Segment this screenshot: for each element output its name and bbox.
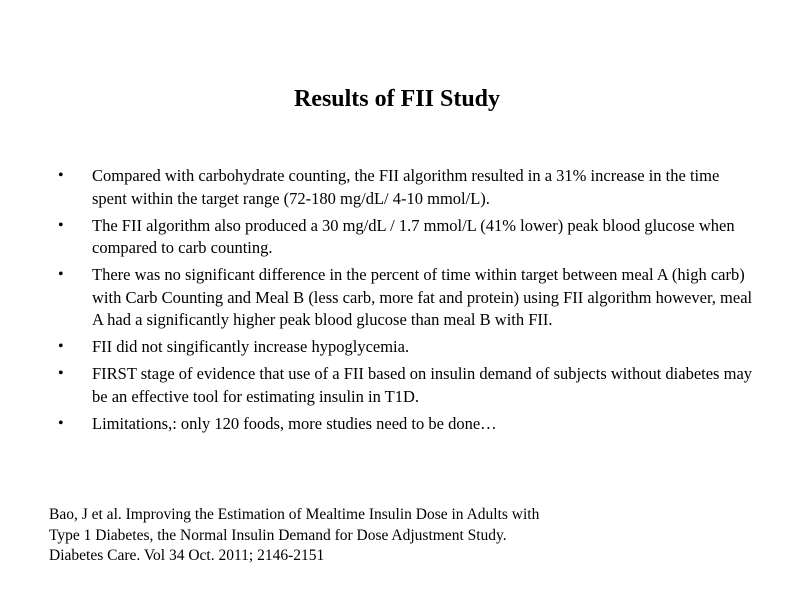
bullet-icon: • (58, 167, 64, 184)
bullet-item (58, 336, 758, 359)
bullet-text: FIRST stage of evidence that use of a FII based on insulin demand of subjects without diabetes may be an effective tool for estimating insulin in T1D. (92, 364, 753, 406)
bullet-text: There was no significant difference in the percent of time within target between meal A (high carb) with Carb Counting and Meal B (less carb, more fat and protein) using FII algorithm however, meal A had a significantly higher peak blood glucose than meal B with FII. (92, 265, 753, 329)
bullet-icon: • (58, 338, 64, 355)
citation-line: Diabetes Care. Vol 34 Oct. 2011; 2146-2151 (49, 547, 325, 564)
bullet-item (58, 165, 758, 210)
bullet-item (58, 363, 758, 408)
citation-line: Bao, J et al. Improving the Estimation of Mealtime Insulin Dose in Adults with (49, 506, 540, 523)
bullet-icon: • (58, 216, 64, 234)
bullet-text: Compared with carbohydrate counting, the FII algorithm resulted in a 31% increase in the time spent within the target range (72-180 mg/dL/ 4-10 mmol/L). (92, 166, 720, 208)
bullet-item (58, 264, 758, 332)
slide-title: Results of FII Study (293, 86, 501, 112)
citation (49, 505, 769, 567)
bullet-icon: • (58, 365, 64, 382)
citation-line: Type 1 Diabetes, the Normal Insulin Demand for Dose Adjustment Study. (49, 526, 507, 544)
bullet-item (58, 215, 758, 260)
bullet-item (58, 413, 758, 436)
bullet-icon: • (58, 414, 64, 432)
bullet-list (58, 165, 758, 440)
bullet-text: The FII algorithm also produced a 30 mg/dL / 1.7 mmol/L (41% lower) peak blood glucose when compared to carb counting. (92, 215, 735, 257)
bullet-text: Limitations,: only 120 foods, more studies need to be done… (92, 413, 497, 433)
bullet-icon: • (58, 266, 64, 283)
bullet-text: FII did not singificantly increase hypoglycemia. (92, 337, 410, 356)
